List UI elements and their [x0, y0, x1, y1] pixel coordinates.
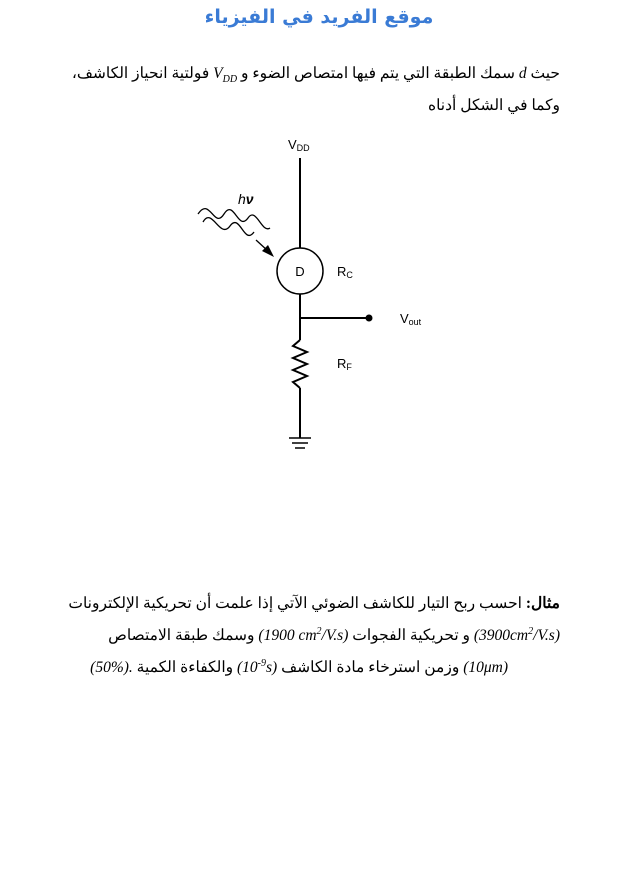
- resistor-rf: [293, 340, 307, 388]
- example-text-efficiency: والكفاءة الكمية: [136, 659, 234, 677]
- electron-mobility-value: $(3900cm^2/V.s)$: [473, 626, 560, 645]
- photon-arrow-shaft: [256, 240, 268, 251]
- vout-label: Vout: [400, 311, 422, 327]
- example-line-3: [90, 658, 508, 677]
- example-text-thickness: وسمك طبقة الامتصاص: [108, 627, 255, 645]
- diode-label: D: [295, 264, 305, 279]
- vdd-label: VDD: [288, 137, 310, 153]
- example-line-2: [108, 626, 560, 645]
- rc-label: RC: [337, 264, 353, 280]
- page-header: موقع الفريد في الفيزياء: [204, 6, 434, 28]
- var-d: d: [518, 65, 527, 82]
- hole-mobility-value: (1900 $cm^2/V.s$): [258, 626, 349, 645]
- intro-text-bias: فولتية انحياز الكاشف،: [71, 65, 210, 82]
- example-text-hole-mobility: و تحريكية الفجوات: [352, 627, 471, 645]
- example-text-relaxation: وزمن استرخاء مادة الكاشف: [281, 659, 460, 677]
- example-text-1: احسب ربح التيار للكاشف الضوئي الآتي إذا علمت أن تحريكية الإلكترونات: [68, 595, 522, 612]
- photon-wave-icon: [198, 209, 270, 229]
- example-label: مثال:: [525, 595, 560, 612]
- intro-line-2: وكما في الشكل أدناه: [427, 97, 560, 114]
- example-line-1: [68, 594, 560, 613]
- relaxation-time-value: $(10^{-9}s)$: [237, 658, 278, 677]
- rf-label: RF: [337, 356, 352, 372]
- intro-word-where: حيث: [530, 65, 560, 82]
- thickness-value: (10μm): [463, 659, 508, 677]
- vout-terminal: [366, 315, 373, 322]
- efficiency-value: (50%).: [90, 659, 133, 677]
- photon-energy-label: hν: [238, 191, 254, 207]
- intro-text-thickness: سمك الطبقة التي يتم فيها امتصاص الضوء و: [240, 65, 516, 82]
- var-vdd: $V_{DD}$: [213, 65, 238, 86]
